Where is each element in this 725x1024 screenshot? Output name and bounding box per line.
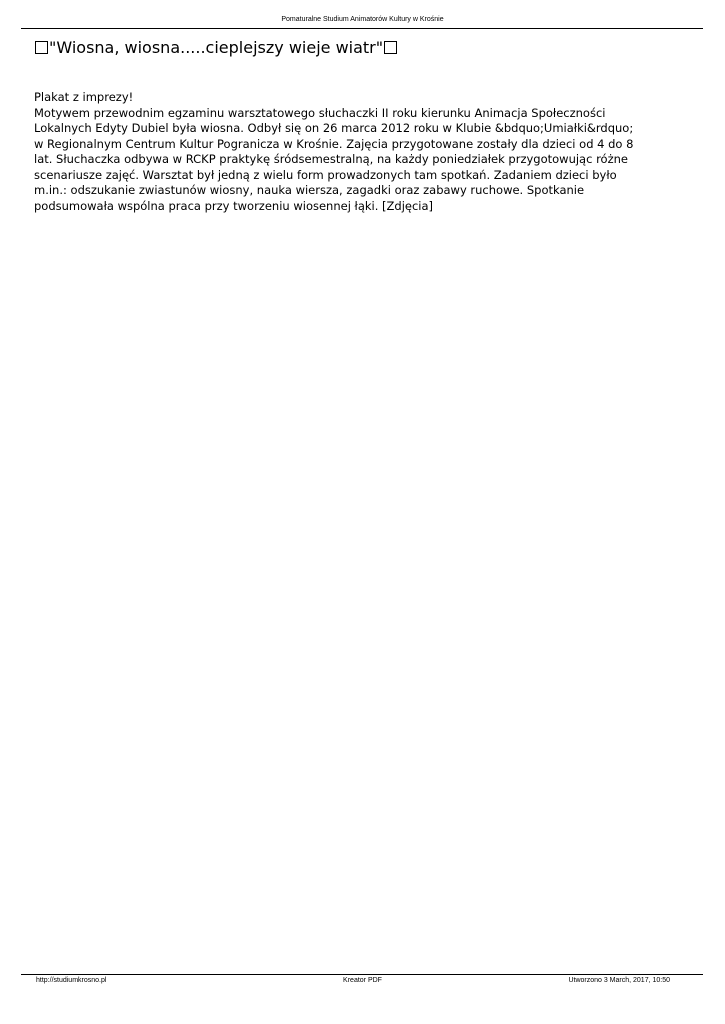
footer-url-link[interactable]: http://studiumkrosno.pl	[36, 977, 107, 984]
missing-glyph-box-icon	[35, 41, 48, 54]
body-line: podsumowała wspólna praca przy tworzeniu wiosennej łąki. [Zdjęcia]	[34, 198, 434, 213]
body-line: Lokalnych Edyty Dubiel była wiosna. Odbył się on 26 marca 2012 roku w Klubie &bdquo;Umiałki&rdquo;	[34, 121, 634, 135]
body-line: scenariusze zajęć. Warsztat był jedną z wielu form prowadzonych tam spotkań. Zadaniem dzieci było	[34, 167, 617, 182]
footer-divider	[21, 974, 703, 975]
footer-generator: Kreator PDF	[343, 977, 382, 984]
article-body	[34, 90, 694, 214]
body-line: m.in.: odszukanie zwiastunów wiosny, nauka wiersza, zagadki oraz zabawy ruchowe. Spotkanie	[34, 183, 585, 197]
page-header-site-name: Pomaturalne Studium Animatorów Kultury w Krośnie	[281, 16, 444, 23]
header-divider	[21, 28, 703, 29]
body-line: w Regionalnym Centrum Kultur Pogranicza w Krośnie. Zajęcia przygotowane zostały dla dzieci od 4 do 8	[34, 136, 634, 151]
footer-created-timestamp: Utworzono 3 March, 2017, 10:50	[568, 977, 670, 984]
missing-glyph-box-icon	[384, 41, 397, 54]
body-line: Motywem przewodnim egzaminu warsztatowego słuchaczki II roku kierunku Animacja Społeczności	[34, 105, 606, 120]
poster-line: Plakat z imprezy!	[34, 90, 134, 104]
article-title-row	[34, 37, 694, 59]
page-footer	[0, 976, 725, 988]
body-line: lat. Słuchaczka odbywa w RCKP praktykę śródsemestralną, na każdy poniedziałek przygotowując różne	[34, 152, 628, 166]
article-title: "Wiosna, wiosna.....cieplejszy wieje wiatr"	[49, 38, 384, 57]
